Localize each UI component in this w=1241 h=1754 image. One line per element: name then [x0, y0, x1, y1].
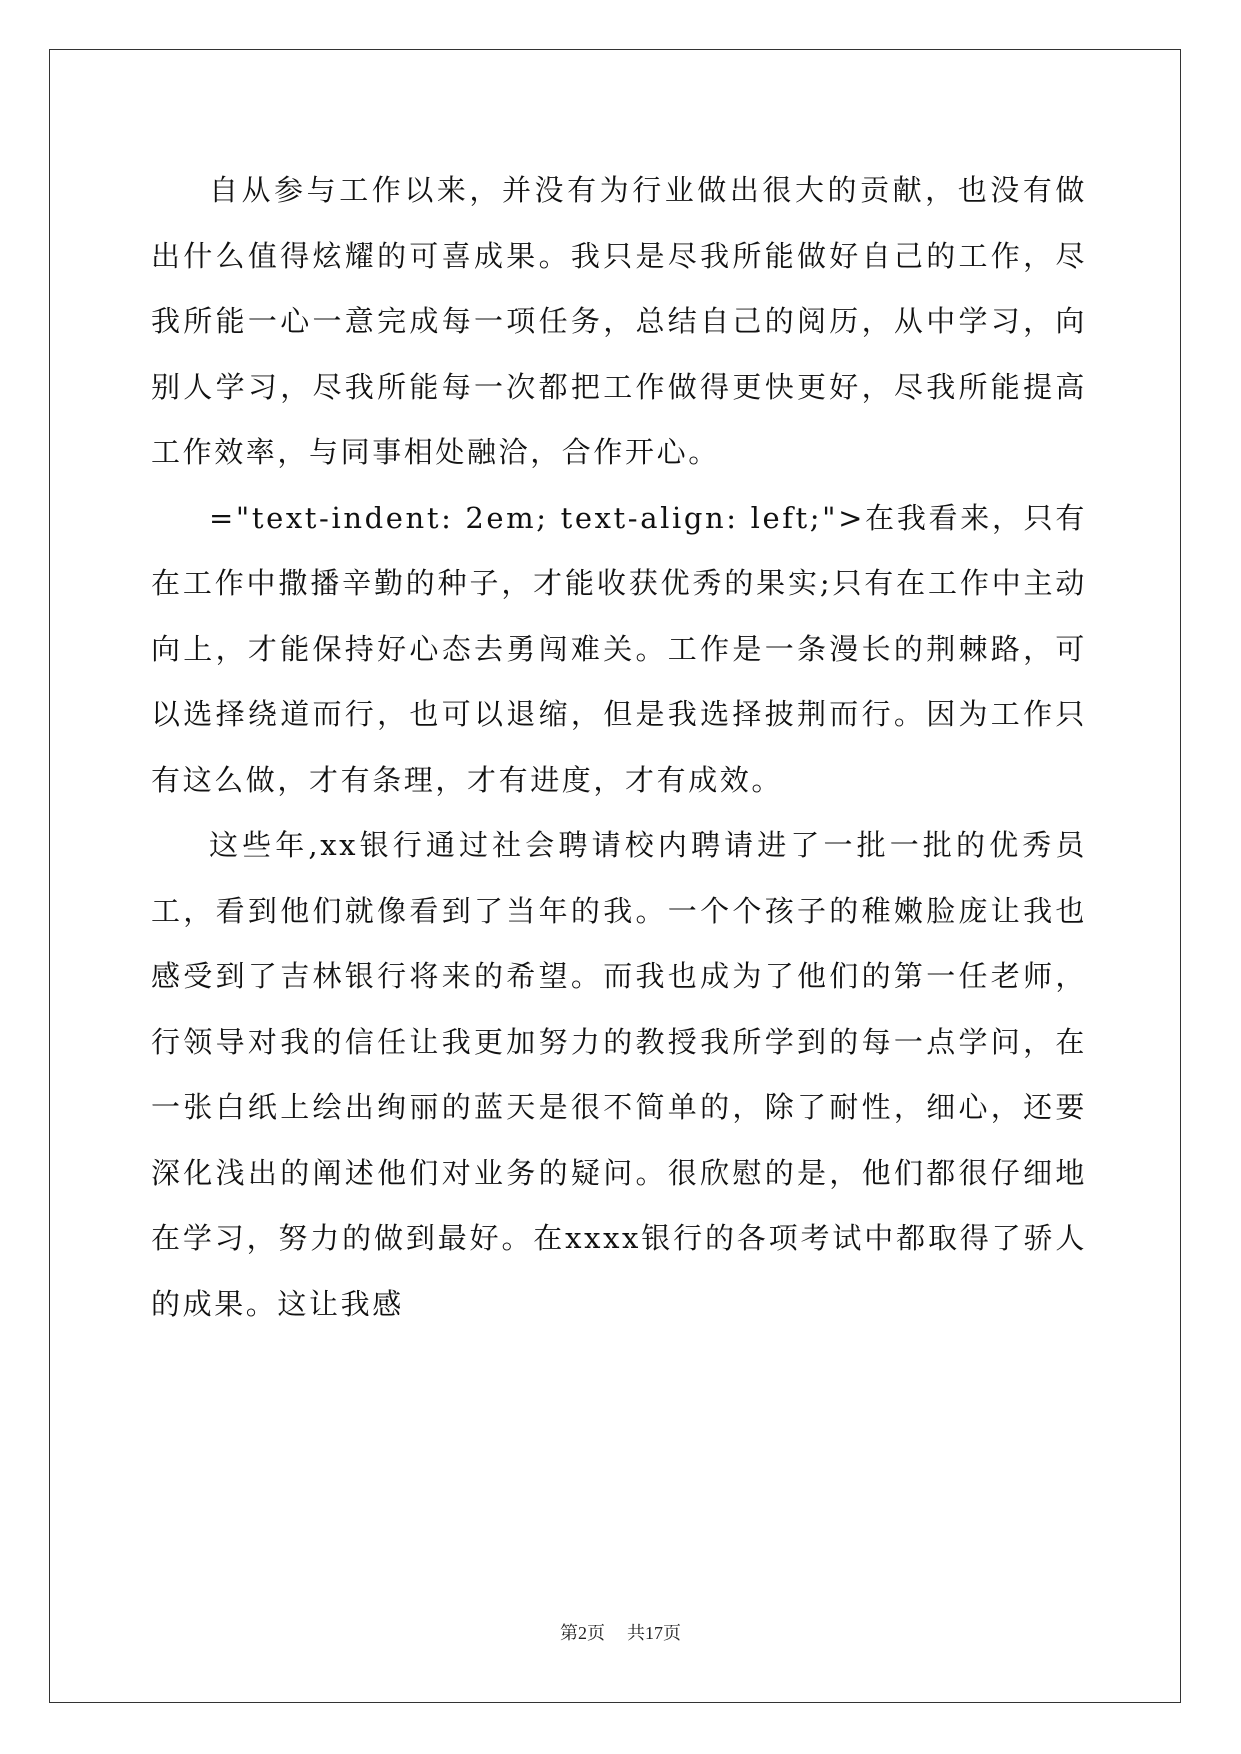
- page-number: 第2页: [560, 1623, 605, 1643]
- page-total: 共17页: [627, 1623, 681, 1643]
- paragraph-1: 自从参与工作以来，并没有为行业做出很大的贡献，也没有做出什么值得炫耀的可喜成果。我只是尽我所能做好自己的工作，尽我所能一心一意完成每一项任务，总结自己的阅历，从中学习，向别人学习，尽我所能每一次都把工作做得更快更好，尽我所能提高工作效率，与同事相处融洽，合作开心。: [151, 173, 1087, 469]
- paragraph-2: ="text-indent: 2em; text-align: left;">在我看来，只有在工作中撒播辛勤的种子，才能收获优秀的果实;只有在工作中主动向上，才能保持好心态去勇闯难关。工作是一条漫长的荆棘路，可以选择绕道而行，也可以退缩，但是我选择披荆而行。因为工作只有这么做，才有条理，才有进度，才有成效。: [151, 500, 1087, 797]
- document-body: [151, 158, 1087, 1337]
- page-footer: [0, 1619, 1241, 1645]
- paragraph-3: 这些年,xx银行通过社会聘请校内聘请进了一批一批的优秀员工，看到他们就像看到了当年的我。一个个孩子的稚嫩脸庞让我也感受到了吉林银行将来的希望。而我也成为了他们的第一任老师，行领导对我的信任让我更加努力的教授我所学到的每一点学问，在一张白纸上绘出绚丽的蓝天是很不简单的，除了耐性，细心，还要深化浅出的阐述他们对业务的疑问。很欣慰的是，他们都很仔细地在学习，努力的做到最好。在xxxx银行的各项考试中都取得了骄人的成果。这让我感: [151, 828, 1087, 1321]
